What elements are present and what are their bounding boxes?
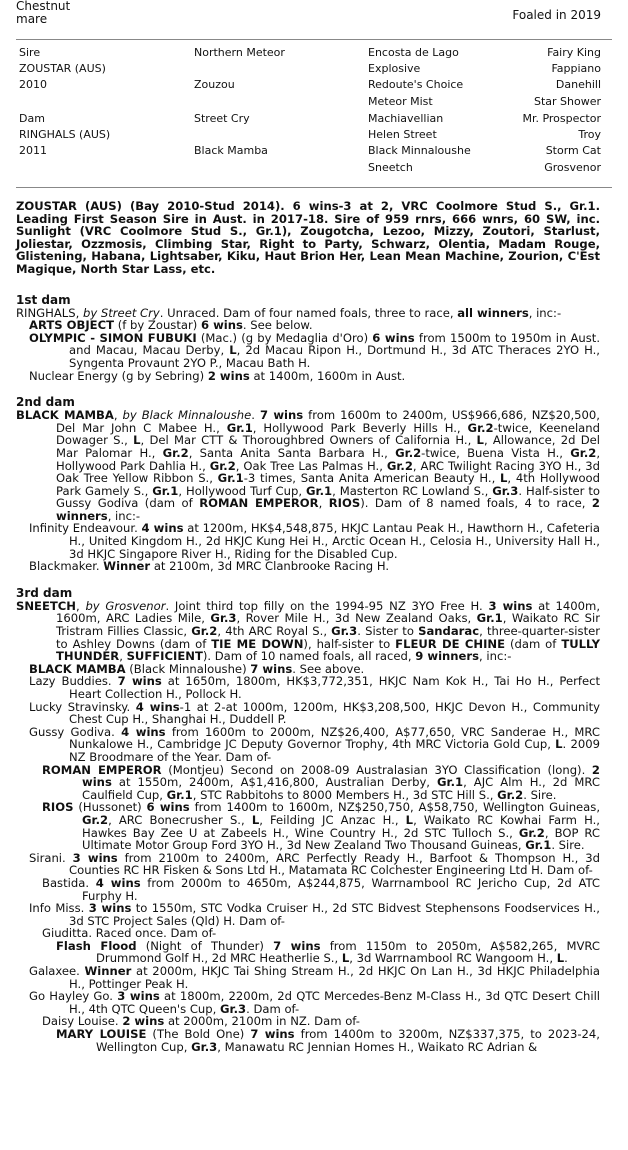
grand-ancestor: Meteor Mist: [368, 95, 433, 108]
sire-name: ZOUSTAR (AUS): [19, 62, 106, 75]
great-ancestor: Danehill: [555, 78, 601, 91]
offspring-entry: Gussy Godiva. 4 wins from 1600m to 2000m, NZ$26,400, A$77,650, VRC Sanderae H., MRC Nunkalowe H., Cambridge JC Deputy Governor Trophy, 4th MRC Victoria Gold Cup, L. 2009 NZ Broodmare of the Year. Dam of-: [29, 724, 601, 764]
offspring-entry: Sirani. 3 wins from 2100m to 2400m, ARC Perfectly Ready H., Barfoot & Thompson H., 3d Counties RC HR Fisken & Sons Ltd H., Matamata RC Colchester Engineering Ltd H. Dam of-: [29, 850, 600, 878]
sire-dam: Zouzou: [194, 78, 235, 91]
offspring-entry: OLYMPIC - SIMON FUBUKI (Mac.) (g by Medaglia d'Oro) 6 wins from 1500m to 1950m in Aust. and Macau, Macau Derby, L, 2d Macau Ripon H., Dortmund H., 3d ATC Theraces 2YO H., Syngenta Provaunt 2YO P., Macau Bath H.: [29, 330, 600, 370]
great-ancestor: Star Shower: [533, 95, 601, 108]
great-ancestor: Fappiano: [551, 62, 601, 75]
dam-sire: Street Cry: [194, 112, 250, 125]
grand-ancestor: Black Minnaloushe: [368, 144, 471, 157]
pedigree-table: [16, 46, 612, 183]
dam-description: SNEETCH, by Grosvenor. Joint third top filly on the 1994-95 NZ 3YO Free H. 3 wins at 1400m, 1600m, ARC Ladies Mile, Gr.3, Rover Mile H., 3d New Zealand Oaks, Gr.1, Waikato RC Sir Tristram Fillies Classic, Gr.2, 4th ARC Royal S., Gr.3. Sister to Sandarac, three-quarter-sister to Ashley Downs (dam of TIE ME DOWN), half-sister to FLEUR DE CHINE (dam of TULLY THUNDER, SUFFICIENT). Dam of 10 named foals, all raced, 9 winners, inc:-: [16, 598, 601, 664]
offspring-entry: Galaxee. Winner at 2000m, HKJC Tai Shing Stream H., 2d HKJC On Lan H., 3d HKJC Philadelphia H., Pottinger Peak H.: [29, 964, 600, 991]
great-ancestor: Fairy King: [547, 46, 601, 59]
offspring-entry: Blackmaker. Winner at 2100m, 3d MRC Clanbrooke Racing H.: [29, 559, 390, 574]
offspring-entry: Go Hayley Go. 3 wins at 1800m, 2200m, 2d QTC Mercedes-Benz M-Class H., 3d QTC Desert Chill H., 4th QTC Queen's Cup, Gr.3. Dam of-: [29, 989, 601, 1016]
offspring-entry: RIOS (Hussonet) 6 wins from 1400m to 1600m, NZ$250,750, A$58,750, Wellington Guineas, Gr.2, ARC Bonecrusher S., L, Feilding JC Anzac H., L, Waikato RC Kowhai Farm H., Hawkes Bay Zee U at Zabeels H., Wine Country H., 2d STC Tulloch S., Gr.2, BOP RC Ultimate Motor Group Ford 3YO H., 3d New Zealand Two Thousand Guineas, Gr.1. Sire.: [42, 800, 601, 853]
grand-ancestor: Redoute's Choice: [368, 78, 464, 91]
sire-year: 2010: [19, 78, 47, 91]
offspring-entry: MARY LOUISE (The Bold One) 7 wins from 1400m to 3200m, NZ$337,375, to 2023-24, Wellington Cup, Gr.3, Manawatu RC Jennian Homes H., Waikato RC Adrian &: [56, 1027, 600, 1054]
header: [16, 0, 612, 36]
dam-label: Dam: [19, 112, 45, 125]
offspring-entry: Lucky Stravinsky. 4 wins-1 at 2-at 1000m, 1200m, HK$3,208,500, HKJC Devon H., Community Chest Cup H., Shanghai H., Duddell P.: [29, 699, 600, 727]
great-ancestor: Mr. Prospector: [522, 112, 601, 125]
offspring-entry: ARTS OBJECT (f by Zoustar) 6 wins. See below.: [29, 318, 313, 333]
sex-label: Chestnut mare: [16, 0, 71, 26]
offspring-entry: BLACK MAMBA (Black Minnaloushe) 7 wins. See above.: [29, 661, 365, 676]
dam-name: RINGHALS (AUS): [19, 128, 111, 141]
grand-ancestor: Explosive: [368, 62, 421, 75]
offspring-entry: Nuclear Energy (g by Sebring) 2 wins at 1400m, 1600m in Aust.: [29, 368, 406, 383]
grand-ancestor: Sneetch: [368, 161, 413, 174]
third-dam-title: 3rd dam: [16, 585, 73, 600]
offspring-entry: Giuditta. Raced once. Dam of-: [42, 926, 217, 941]
dam-description: BLACK MAMBA, by Black Minnaloushe. 7 wins from 1600m to 2400m, US$966,686, NZ$20,500, Del Mar John C Mabee H., Gr.1, Hollywood Park Beverly Hills H., Gr.2-twice, Keeneland Dowager S., L, Del Mar CTT & Thoroughbred Owners of California H., L, Allowance, 2d Del Mar Palomar H., Gr.2, Santa Anita Santa Barbara H., Gr.2-twice, Buena Vista H., Gr.2, Hollywood Park Dahlia H., Gr.2, Oak Tree Las Palmas H., Gr.2, ARC Twilight Racing 3YO H., 3d Oak Tree Yellow Ribbon S., Gr.1-3 times, Santa Anita American Beauty H., L, 4th Hollywood Park Gamely S., Gr.1, Hollywood Turf Cup, Gr.1, Masterton RC Lowland S., Gr.3. Half-sister to Gussy Godiva (dam of ROMAN EMPEROR, RIOS). Dam of 8 named foals, 4 to race, 2 winners, inc:-: [16, 408, 601, 523]
offspring-entry: Lazy Buddies. 7 wins at 1650m, 1800m, HK$3,772,351, HKJC Nam Kok H., Tai Ho H., Perfect Heart Collection H., Pollock H.: [29, 674, 601, 701]
sire-summary: ZOUSTAR (AUS) (Bay 2010-Stud 2014). 6 wins-3 at 2, VRC Coolmore Stud S., Gr.1. Leading First Season Sire in Aust. in 2017-18. Sire of 959 rnrs, 666 wnrs, 60 SW, inc. Sunlight (VRC Coolmore Stud S., Gr.1), Zougotcha, Lezoo, Mizzy, Zoutori, Starlust, Joliestar, Ozzmosis, Climbing Star, Right to Party, Schwarz, Olentia, Madam Rouge, Glistening, Habana, Lightsaber, Kiku, Haut Brion Her, Lean Mean Machine, Zourion, C'Est Magique, North Star Lass, etc.: [16, 199, 600, 276]
great-ancestor: Troy: [578, 128, 601, 141]
first-dam-title: 1st dam: [16, 292, 71, 307]
great-ancestor: Storm Cat: [545, 144, 601, 157]
offspring-entry: Flash Flood (Night of Thunder) 7 wins from 1150m to 2050m, A$582,265, MVRC Drummond Golf H., 2d MRC Heatherlie S., L, 3d Warrnambool RC Wangoom H., L.: [56, 938, 600, 966]
divider: [16, 39, 612, 40]
divider: [16, 187, 612, 188]
dam-year: 2011: [19, 144, 47, 157]
foaled-label: Foaled in 2019: [512, 8, 601, 22]
offspring-entry: Bastida. 4 wins from 2000m to 4650m, A$244,875, Warrnambool RC Jericho Cup, 2d ATC Furphy H.: [42, 875, 600, 903]
offspring-entry: Infinity Endeavour. 4 wins at 1200m, HK$4,548,875, HKJC Lantau Peak H., Hawthorn H., Cafeteria H., United Kingdom H., 2d HKJC Kung Hei H., Arctic Ocean H., Celosia H., University Hall H., 3d HKJC Singapore River H., Riding for the Disabled Cup.: [29, 521, 600, 561]
sire-sire: Northern Meteor: [194, 46, 285, 59]
dam-description: RINGHALS, by Street Cry. Unraced. Dam of four named foals, three to race, all winners, inc:-: [16, 305, 562, 320]
offspring-entry: Daisy Louise. 2 wins at 2000m, 2100m in NZ. Dam of-: [42, 1014, 360, 1029]
grand-ancestor: Helen Street: [368, 128, 437, 141]
sire-label: Sire: [19, 46, 41, 59]
grand-ancestor: Encosta de Lago: [368, 46, 459, 59]
great-ancestor: Grosvenor: [544, 161, 601, 174]
second-dam-title: 2nd dam: [16, 395, 75, 410]
offspring-entry: Info Miss. 3 wins to 1550m, STC Vodka Cruiser H., 2d STC Bidvest Stephensons Foodservices H., 3d STC Project Sales (Qld) H. Dam of-: [29, 901, 600, 928]
grand-ancestor: Machiavellian: [368, 112, 444, 125]
offspring-entry: ROMAN EMPEROR (Montjeu) Second on 2008-09 Australasian 3YO Classification (long). 2 wins at 1550m, 2400m, A$1,416,800, Australian Derby, Gr.1, AJC Alm H., 2d MRC Caulfield Cup, Gr.1, STC Rabbitohs to 8000 Members H., 3d STC Hill S., Gr.2. Sire.: [42, 762, 601, 802]
dam-dam: Black Mamba: [194, 144, 268, 157]
